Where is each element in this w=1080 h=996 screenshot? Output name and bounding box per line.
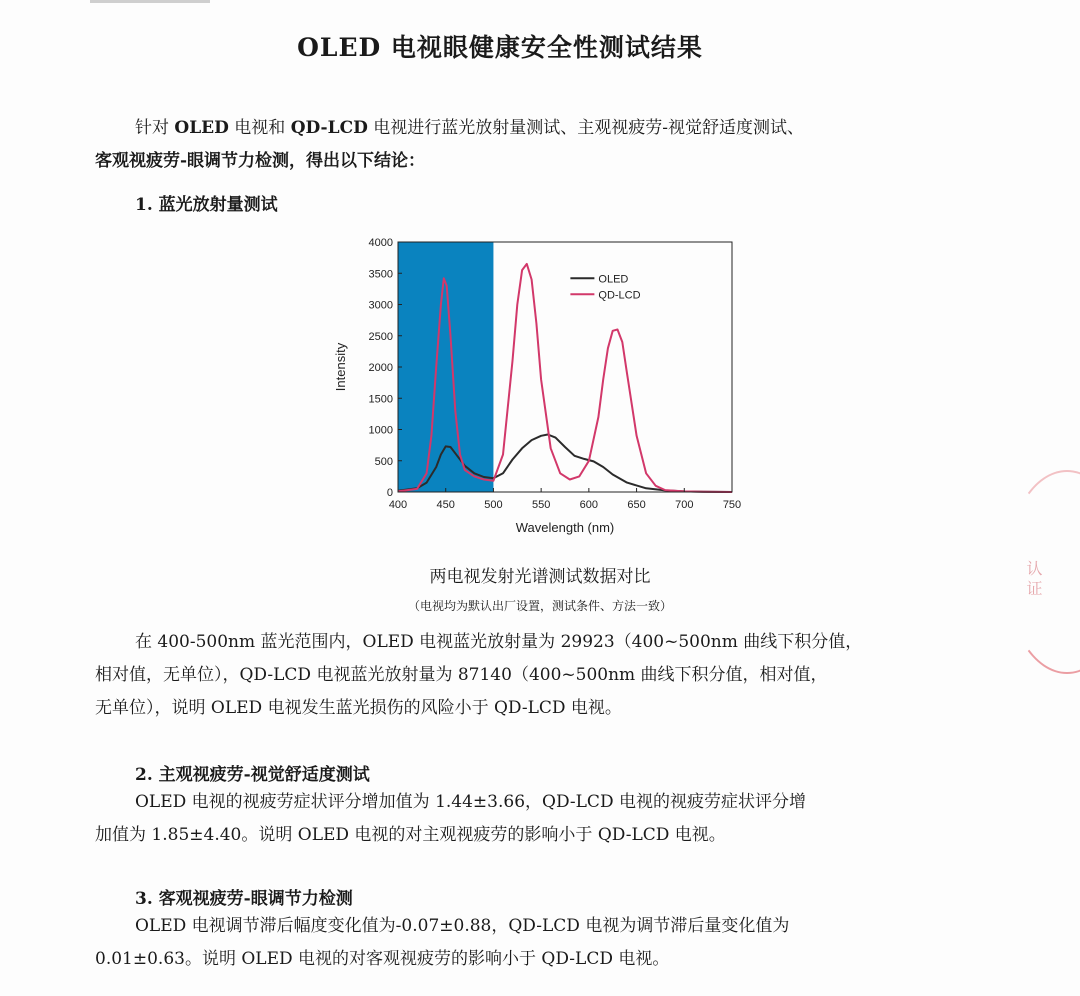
spectrum-chart [325, 228, 745, 548]
intro-text: 电视进行蓝光放射量测试、主观视疲劳-视觉舒适度测试、 [367, 118, 804, 138]
page-title: OLED 电视眼健康安全性测试结果 [297, 33, 703, 62]
section-2-line: 加值为 1.85±4.40。说明 OLED 电视的对主观视疲劳的影响小于 QD-LCD 电视。 [95, 825, 726, 845]
section-3-heading: 3. 客观视疲劳-眼调节力检测 [135, 889, 353, 909]
seal-stamp-text: 认证 [1024, 560, 1043, 600]
intro-line-1 [135, 112, 804, 145]
y-tick-label: 3000 [368, 299, 393, 312]
intro-bold-qdlcd: QD-LCD [290, 118, 368, 138]
spectrum-chart-svg [325, 228, 745, 548]
intro-paragraph [95, 112, 804, 178]
section-1-line: 在 400-500nm 蓝光范围内，OLED 电视蓝光放射量为 29923（400~500nm 曲线下积分值， [135, 632, 863, 652]
intro-bold-oled: OLED [174, 118, 229, 138]
section-1-line: 无单位），说明 OLED 电视发生蓝光损伤的风险小于 QD-LCD 电视。 [95, 698, 622, 718]
scan-mark [90, 0, 210, 3]
y-tick-label: 500 [374, 455, 393, 468]
legend-label-oled: OLED [598, 273, 629, 286]
x-tick-label: 450 [436, 499, 455, 511]
x-tick-label: 600 [579, 499, 599, 511]
section-3-body [95, 910, 789, 976]
x-tick-label: 400 [388, 499, 408, 511]
y-tick-label: 1500 [368, 393, 393, 406]
section-2-heading: 2. 主观视疲劳-视觉舒适度测试 [135, 765, 370, 785]
x-tick-label: 650 [627, 499, 646, 511]
section-3-line: OLED 电视调节滞后幅度变化值为-0.07±0.88，QD-LCD 电视为调节滞后量变化值为 [135, 916, 790, 936]
blue-light-band [398, 242, 493, 492]
x-tick-label: 750 [722, 499, 742, 511]
section-2-body [95, 786, 806, 852]
intro-line-2 [95, 145, 804, 178]
y-tick-label: 3500 [368, 268, 393, 281]
x-axis-label: Wavelength (nm) [515, 520, 615, 535]
intro-text: 客观视疲劳-眼调节力检测，得出以下结论： [95, 151, 426, 171]
y-axis-label: Intensity [333, 342, 348, 392]
section-3-line: 0.01±0.63。说明 OLED 电视的对客观视疲劳的影响小于 QD-LCD 电视。 [95, 949, 670, 969]
y-tick-label: 2000 [368, 362, 393, 374]
section-1-heading: 1. 蓝光放射量测试 [135, 195, 278, 215]
intro-text: 针对 [135, 118, 175, 138]
y-tick-label: 1000 [368, 424, 393, 437]
section-1-body [95, 626, 862, 725]
section-1-line: 相对值，无单位），QD-LCD 电视蓝光放射量为 87140（400~500nm 曲线下积分值，相对值， [95, 665, 828, 685]
y-tick-label: 4000 [368, 237, 393, 249]
y-tick-label: 0 [386, 487, 393, 499]
x-tick-label: 550 [531, 499, 551, 511]
legend-label-qd-lcd: QD-LCD [598, 289, 641, 302]
x-tick-label: 500 [484, 499, 503, 511]
x-tick-label: 700 [675, 499, 694, 511]
intro-text: 电视和 [228, 118, 291, 138]
figure-caption: 两电视发射光谱测试数据对比 [429, 567, 651, 587]
figure-note: （电视均为默认出厂设置，测试条件、方法一致） [407, 599, 672, 613]
y-tick-label: 2500 [368, 330, 393, 343]
section-2-line: OLED 电视的视疲劳症状评分增加值为 1.44±3.66，QD-LCD 电视的视疲劳症状评分增 [135, 792, 806, 812]
